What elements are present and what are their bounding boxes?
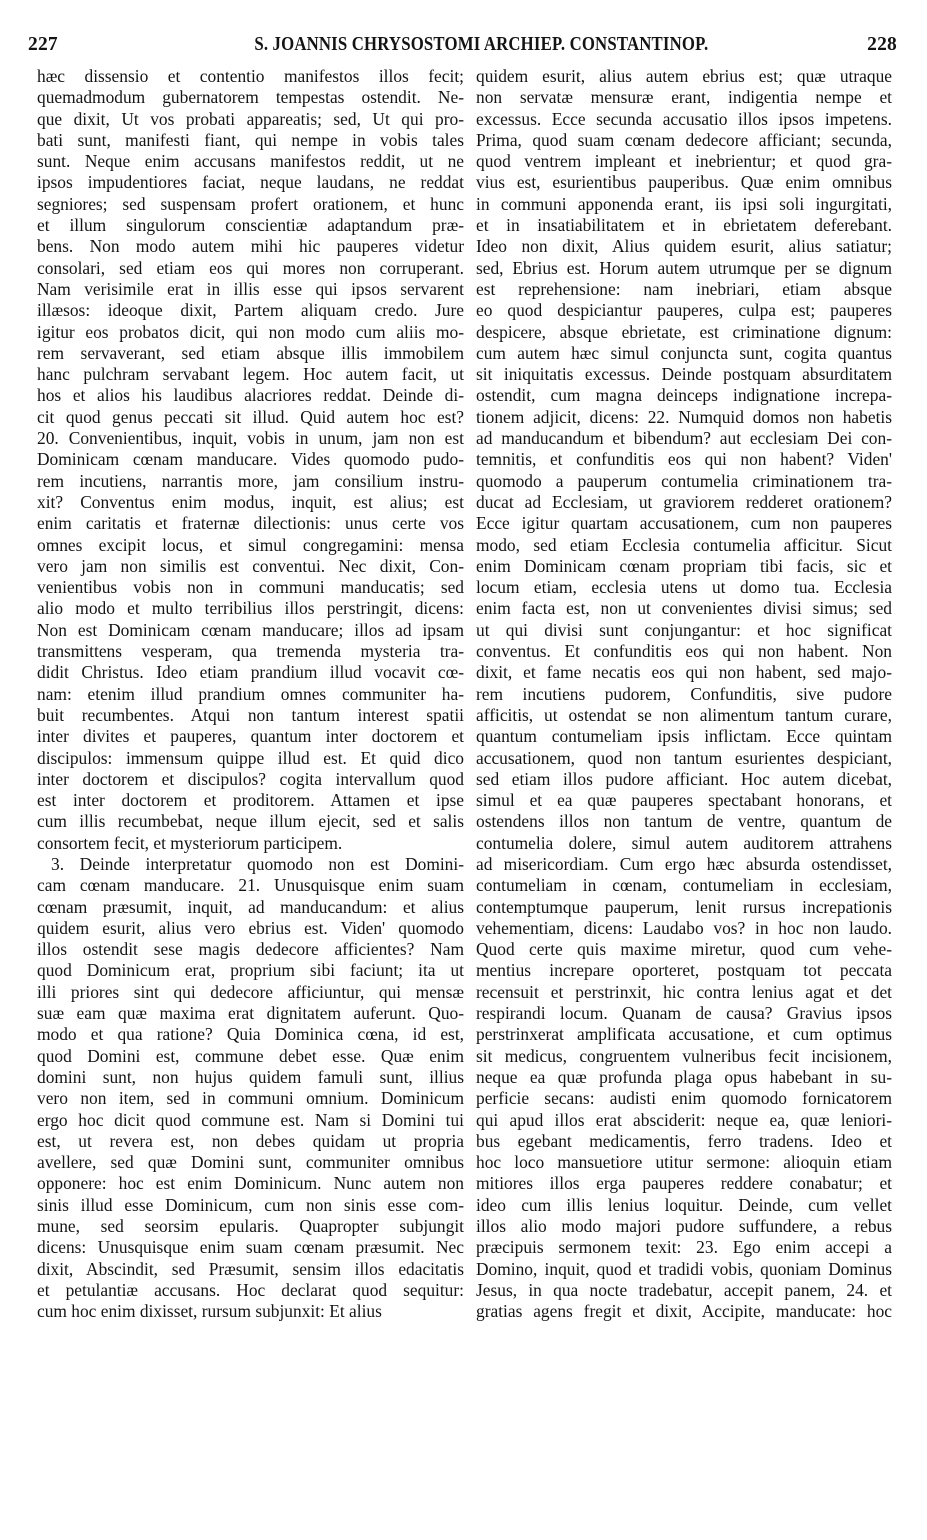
text-line: mitiores illos erga pauperes reddere conabatur; et — [476, 1173, 892, 1194]
text-line: quod ventrem impleant et inebrientur; et quod gra- — [476, 151, 892, 172]
text-line: rem servaverant, sed etiam absque illis immobilem — [37, 342, 464, 363]
text-line: despicere, absque ebrietate, est criminatione dignum: — [476, 321, 892, 342]
text-line: 20. Convenientibus, inquit, vobis in unum, jam non est — [37, 428, 464, 449]
text-line: et illum singulorum conscientiæ adaptandum præ- — [37, 215, 464, 236]
text-line: et petulantiæ accusans. Hoc declarat quod sequitur: — [37, 1279, 464, 1300]
text-line: suæ eam quæ maxima erat dignitatem auferunt. Quo- — [37, 1003, 464, 1024]
text-line: est, ut revera est, non debes quidam ut propria — [37, 1130, 464, 1151]
text-line: ergo hoc dicit quod commune est. Nam si Domini tui — [37, 1109, 464, 1130]
text-line: simul et ea quæ pauperes spectabant honorans, et — [476, 790, 892, 811]
text-line: quemadmodum gubernatorem tempestas ostendit. Ne- — [37, 87, 464, 108]
text-line: mentius increpare oporteret, postquam tot peccata — [476, 960, 892, 981]
text-line: afficitis, ut ostendat se non alimentum tantum curare, — [476, 704, 892, 725]
text-line: consolari, sed etiam eos qui mores non corruperant. — [37, 257, 464, 278]
text-line: sit iniquitatis excessus. Deinde postquam absurditatem — [476, 364, 892, 385]
text-line: vius est, esurientibus pauperibus. Quæ enim omnibus — [476, 172, 892, 193]
text-line: locum etiam, ecclesia utens ut domo tua. Ecclesia — [476, 577, 892, 598]
text-line: dicens: Unusquisque enim suam cœnam præsumit. Nec — [37, 1237, 464, 1258]
text-line: modo et qua ratione? Quia Dominica cœna, id est, — [37, 1024, 464, 1045]
text-line: igitur eos probatos dicit, qui non modo cum aliis mo- — [37, 321, 464, 342]
text-line: discipulos: immensum quippe illud est. Et quid dico — [37, 747, 464, 768]
text-line: non servatæ mensuræ erant, indigentia nempe et — [476, 87, 892, 108]
text-line: tionem adjicit, dicens: 22. Numquid domos non habetis — [476, 406, 892, 427]
text-line: cam cœnam manducare. 21. Unusquisque enim suam — [37, 875, 464, 896]
text-line: ostendit, cum magna deinceps indignatione increpa- — [476, 385, 892, 406]
text-line: rem incutiens, narrantis more, jam consilium instru- — [37, 470, 464, 491]
text-line: sinis illud esse Dominicum, cum non sinis esse com- — [37, 1194, 464, 1215]
text-line: quidem esurit, alius autem ebrius est; quæ utraque — [476, 66, 892, 86]
text-line: Prima, quod suam cœnam dedecore afficiant; secunda, — [476, 129, 892, 150]
text-line: Ecce igitur quartam accusationem, cum non pauperes — [476, 513, 892, 534]
text-line: temnitis, et confunditis eos qui non habent? Viden' — [476, 449, 892, 470]
text-line: hanc pulchram servabant legem. Hoc autem facit, ut — [37, 364, 464, 385]
text-line: gratias agens fregit et dixit, Accipite, manducate: hoc — [476, 1301, 892, 1322]
text-line: ut qui divisi sunt conjungantur: et hoc significat — [476, 619, 892, 640]
text-line: excessus. Ecce secunda accusatio illos ipsos impetens. — [476, 108, 892, 129]
page-number-left: 227 — [28, 34, 58, 55]
text-line: enim facta est, non ut convenientes divisi simus; sed — [476, 598, 892, 619]
text-line: modo, sed etiam Ecclesia contumelia afficitur. Sicut — [476, 534, 892, 555]
text-line: cum autem hæc simul conjuncta sunt, cogita quantus — [476, 342, 892, 363]
text-line: sit medicus, congruentem vulneribus fecit incisionem, — [476, 1045, 892, 1066]
text-line: vero non item, sed in communi omnium. Dominicum — [37, 1088, 464, 1109]
text-line: enim Dominicam cœnam propriam tibi facis, sic et — [476, 555, 892, 576]
running-header — [28, 34, 897, 60]
text-line: ideo cum illis lenius loquitur. Deinde, cum vellet — [476, 1194, 892, 1215]
text-line: est reprehensione: nam inebriari, etiam absque — [476, 278, 892, 299]
text-line: transmittens vesperam, qua tremenda mysteria tra- — [37, 641, 464, 662]
right-text-column — [476, 66, 892, 1323]
text-line: Ideo non dixit, Alius quidem esurit, alius satiatur; — [476, 236, 892, 257]
text-line: contumeliam in cœnam, contumeliam in ecclesiam, — [476, 875, 892, 896]
text-line: que dixit, Ut vos probati appareatis; sed, Ut qui pro- — [37, 108, 464, 129]
text-line: bus egebant medicamentis, ferro tradens. Ideo et — [476, 1130, 892, 1151]
text-line: nam: etenim illud prandium omnes communiter ha- — [37, 683, 464, 704]
text-line: venientibus vobis non in communi manducatis; sed — [37, 577, 464, 598]
text-line: conventus. Et confunditis eos qui non habent. Non — [476, 641, 892, 662]
text-line: inter divites et pauperes, quantum inter doctorem et — [37, 726, 464, 747]
text-line: cum hoc enim dixisset, rursum subjunxit: Et alius — [37, 1301, 382, 1322]
text-line: quidem esurit, alius vero ebrius est. Viden' quomodo — [37, 917, 464, 938]
text-line: illos ostendit sese magis dedecore afficientes? Nam — [37, 939, 464, 960]
text-line: ducat ad Ecclesiam, ut graviorem redderet orationem? — [476, 491, 892, 512]
text-line: opponere: hoc est enim Dominicum. Nunc autem non — [37, 1173, 464, 1194]
text-line: respirandi locum. Quanam de causa? Gravius ipsos — [476, 1003, 892, 1024]
text-line: ipsos impudentiores faciat, neque laudans, ne reddat — [37, 172, 464, 193]
text-line: contumelia dolere, simul autem auditorem attrahens — [476, 832, 892, 853]
text-line: in communi apponenda erant, iis ipsi soli ingurgitati, — [476, 193, 892, 214]
text-line: illos alio modo majori pudore suffundere, a rebus — [476, 1216, 892, 1237]
text-line: sed, Ebrius est. Horum autem utrumque per se dignum — [476, 257, 892, 278]
text-line: vehementiam, dicens: Laudabo vos? in hoc non laudo. — [476, 917, 892, 938]
text-line: Quod certe quis maxime miretur, quod cum vehe- — [476, 939, 892, 960]
text-line: domini sunt, non hujus quidem famuli sunt, illius — [37, 1066, 464, 1087]
text-line: sed etiam illos pudore afficiant. Hoc autem dicebat, — [476, 768, 892, 789]
text-line: mune, sed seorsim epularis. Quapropter subjungit — [37, 1216, 464, 1237]
text-line: contemptumque pauperum, lenit rursus increpationis — [476, 896, 892, 917]
text-line: recensuit et perstrinxit, hic contra lenius agat et det — [476, 981, 892, 1002]
text-line: Non est Dominicam cœnam manducare; illos ad ipsam — [37, 619, 464, 640]
text-line: quantum contumeliam ipsis inflictam. Ecce quintam — [476, 726, 892, 747]
text-line: quomodo a pauperum contumelia criminationem tra- — [476, 470, 892, 491]
text-line: illi priores sint qui dedecore afficiuntur, qui mensæ — [37, 981, 464, 1002]
text-line: buit recumbentes. Atqui non tantum interest spatii — [37, 704, 464, 725]
text-line: dixit, et fame necatis eos qui non habent, sed majo- — [476, 662, 892, 683]
left-text-column — [37, 66, 464, 1323]
text-line: hos et alios his laudibus alacriores reddat. Deinde di- — [37, 385, 464, 406]
text-line: ad manducandum et bibendum? aut ecclesiam Dei con- — [476, 428, 892, 449]
text-line: cœnam præsumit, inquit, ad manducandum: et alius — [37, 896, 464, 917]
text-line: xit? Conventus enim modus, inquit, est alius; est — [37, 491, 464, 512]
text-line: neque ea quæ profunda plaga opus habebant in su- — [476, 1066, 892, 1087]
text-line: Nam verisimile erat in illis esse qui ipsos servarent — [37, 278, 464, 299]
text-line: consortem fecit, et mysteriorum participem. — [37, 832, 343, 853]
text-line: segniores; sed suspensam profert orationem, et hunc — [37, 193, 464, 214]
text-line: quod Domini est, commune debet esse. Quæ enim — [37, 1045, 464, 1066]
text-line: præcipuis sermonem texit: 23. Ego enim accepi a — [476, 1237, 892, 1258]
text-line: est inter doctorem et proditorem. Attamen et ipse — [37, 790, 464, 811]
text-line: avellere, sed quæ Domini sunt, communiter omnibus — [37, 1152, 464, 1173]
text-line: et in insatiabilitatem et in ebrietatem deferebant. — [476, 215, 892, 236]
text-line: inter doctorem et discipulos? cogita intervallum quod — [37, 768, 464, 789]
text-line: accusationem, quod non tantum esurientes despiciant, — [476, 747, 892, 768]
text-line: Domino, inquit, quod et tradidi vobis, quoniam Dominus — [476, 1258, 892, 1279]
text-line: alio modo et multo terribilius illos perstringit, dicens: — [37, 598, 464, 619]
page-number-right: 228 — [867, 34, 897, 55]
text-line: sunt. Neque enim accusans manifestos reddit, ut ne — [37, 151, 464, 172]
text-line: eo quod despiciantur pauperes, culpa est; pauperes — [476, 300, 892, 321]
text-line: perstrinxerat amplificata accusatione, et cum optimus — [476, 1024, 892, 1045]
text-line: enim caritatis et fraternæ dilectionis: unus certe vos — [37, 513, 464, 534]
text-line: Dominicam cœnam manducare. Vides quomodo pudo- — [37, 449, 464, 470]
text-line: rem incutiens pudorem, Confunditis, sive pudore — [476, 683, 892, 704]
text-line: dixit, Abscindit, sed Præsumit, sensim illos edacitatis — [37, 1258, 464, 1279]
text-line: ad misericordiam. Cum ergo hæc absurda ostendisset, — [476, 853, 892, 874]
text-line: qui apud illos erat absciderit: neque ea, quæ leniori- — [476, 1109, 892, 1130]
text-line: hæc dissensio et contentio manifestos illos fecit; — [37, 66, 464, 86]
text-line: omnes excipit locus, et simul congregamini: mensa — [37, 534, 464, 555]
text-line: quod Dominicum erat, proprium sibi faciunt; ita ut — [37, 960, 464, 981]
text-line: didit Christus. Ideo etiam prandium illud vocavit cœ- — [37, 662, 464, 683]
text-line: perficie secans: audisti enim quomodo fornicatorem — [476, 1088, 892, 1109]
text-line: Jesus, in qua nocte tradebatur, accepit panem, 24. et — [476, 1279, 892, 1300]
text-line: illæsos: ideoque dixit, Partem aliquam credo. Jure — [37, 300, 464, 321]
text-line: ostendens illos non tantum de ventre, quantum de — [476, 811, 892, 832]
text-line: bati sunt, manifesti fiant, qui nempe in vobis tales — [37, 129, 464, 150]
text-line: hoc loco mansuetiore utitur sermone: alioquin etiam — [476, 1152, 892, 1173]
running-title: S. JOANNIS CHRYSOSTOMI ARCHIEP. CONSTANTINOP. — [254, 34, 709, 55]
text-line: 3. Deinde interpretatur quomodo non est Domini- — [51, 853, 464, 874]
text-line: cit quod genus peccati sit illud. Quid autem hoc est? — [37, 406, 464, 427]
text-line: bens. Non modo autem mihi hic pauperes videtur — [37, 236, 464, 257]
text-line: cum illis recumbebat, neque illum ejecit, sed et salis — [37, 811, 464, 832]
text-line: vero jam non similis est conventui. Nec dixit, Con- — [37, 555, 464, 576]
